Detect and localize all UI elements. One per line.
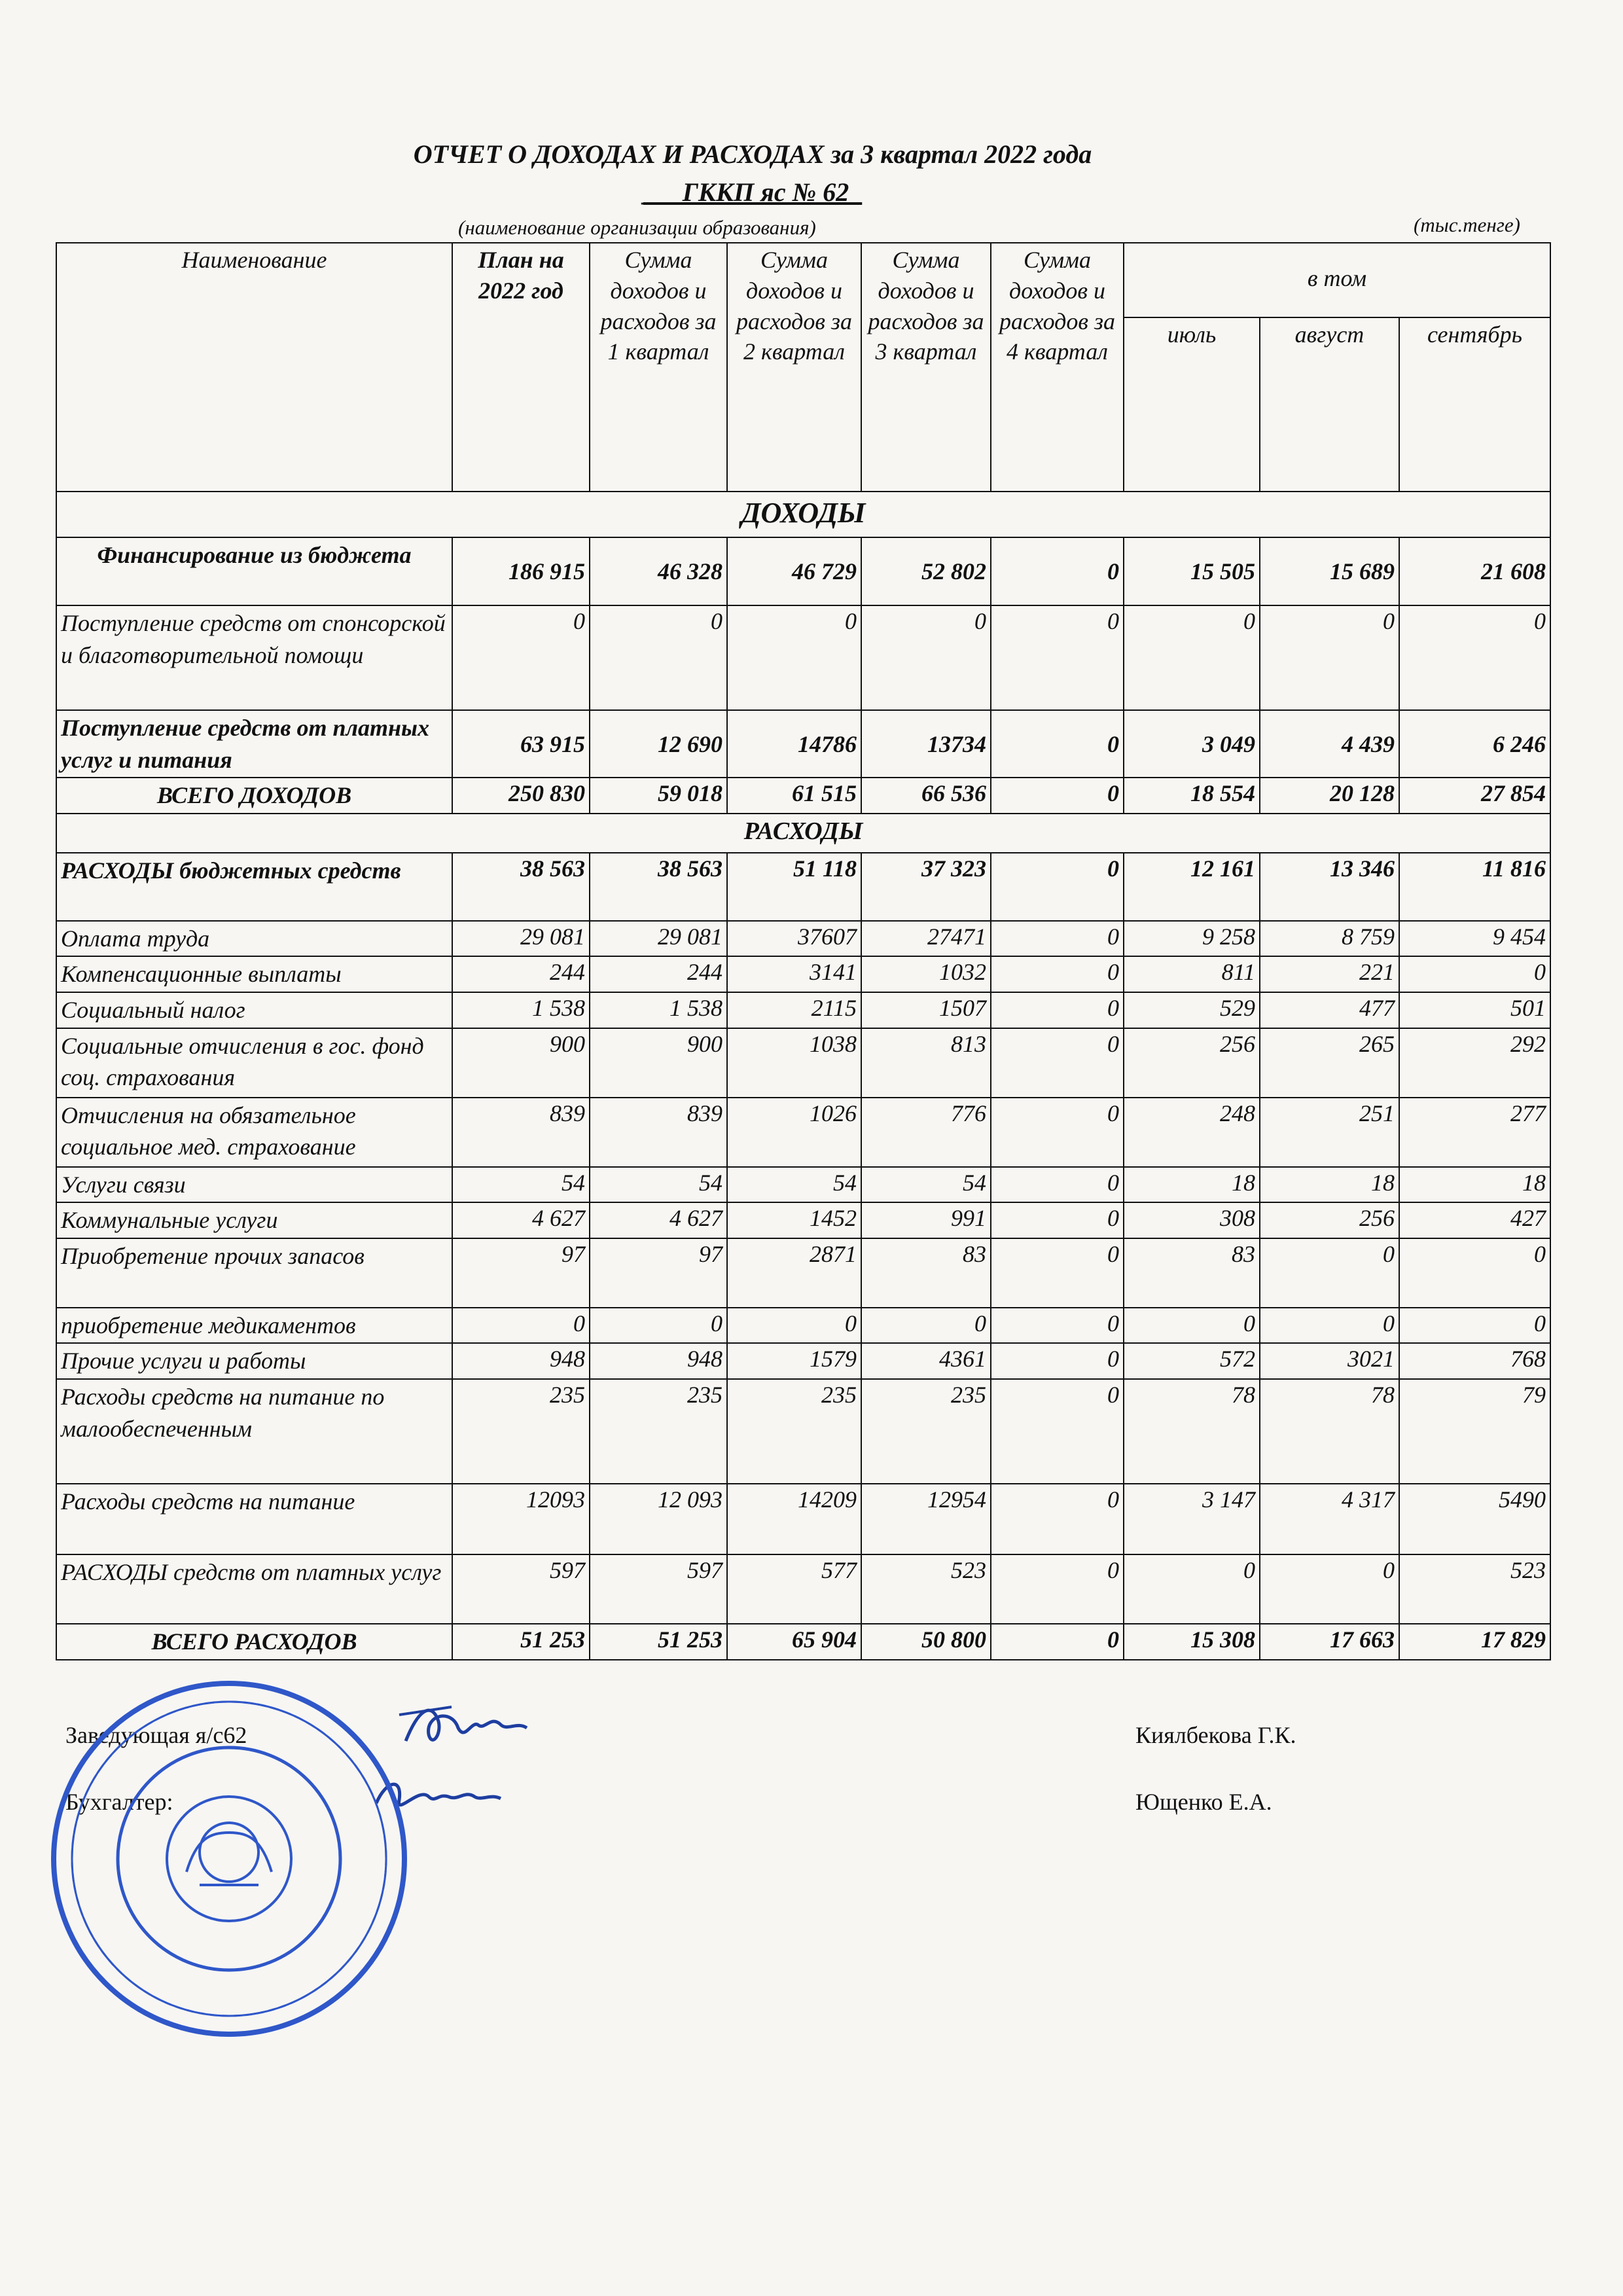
table-row — [56, 1202, 1550, 1238]
row-value: 0 — [991, 1098, 1124, 1167]
row-value: 250 830 — [452, 778, 590, 814]
row-value: 12093 — [452, 1484, 590, 1554]
row-value: 0 — [991, 1167, 1124, 1203]
row-name: Социальные отчисления в гос. фонд соц. страхования — [56, 1028, 452, 1098]
row-value: 63 915 — [452, 710, 590, 778]
row-value: 29 081 — [590, 921, 727, 957]
row-value: 50 800 — [861, 1624, 991, 1660]
table-row — [56, 921, 1550, 957]
row-value: 15 689 — [1260, 537, 1399, 605]
row-value: 0 — [1399, 605, 1550, 710]
row-value: 46 328 — [590, 537, 727, 605]
row-value: 54 — [727, 1167, 861, 1203]
organization-name: ___ГККП яс № 62_ — [643, 177, 863, 207]
row-value: 21 608 — [1399, 537, 1550, 605]
row-value: 900 — [590, 1028, 727, 1098]
row-value: 0 — [590, 605, 727, 710]
row-value: 0 — [861, 1308, 991, 1344]
row-value: 0 — [991, 1202, 1124, 1238]
header-including: в том — [1124, 243, 1550, 317]
table-row — [56, 1308, 1550, 1344]
table-row — [56, 778, 1550, 814]
row-value: 59 018 — [590, 778, 727, 814]
row-value: 78 — [1260, 1379, 1399, 1484]
row-name: Услуги связи — [56, 1167, 452, 1203]
header-q2: Сумма доходов и расходов за 2 квартал — [727, 243, 861, 492]
row-value: 20 128 — [1260, 778, 1399, 814]
official-stamp — [46, 1676, 412, 2042]
row-value: 577 — [727, 1554, 861, 1624]
row-value: 768 — [1399, 1343, 1550, 1379]
row-value: 1032 — [861, 956, 991, 992]
report-body — [56, 492, 1550, 1660]
row-value: 78 — [1124, 1379, 1260, 1484]
row-value: 54 — [590, 1167, 727, 1203]
section-expense: РАСХОДЫ — [56, 814, 1550, 853]
row-value: 292 — [1399, 1028, 1550, 1098]
row-name: Приобретение прочих запасов — [56, 1238, 452, 1308]
row-value: 13734 — [861, 710, 991, 778]
row-value: 265 — [1260, 1028, 1399, 1098]
row-value: 12 690 — [590, 710, 727, 778]
row-value: 3 049 — [1124, 710, 1260, 778]
table-row — [56, 1379, 1550, 1484]
header-q1: Сумма доходов и расходов за 1 квартал — [590, 243, 727, 492]
row-value: 1026 — [727, 1098, 861, 1167]
row-value: 51 253 — [590, 1624, 727, 1660]
row-value: 597 — [452, 1554, 590, 1624]
row-value: 0 — [991, 956, 1124, 992]
row-value: 1 538 — [590, 992, 727, 1028]
row-value: 0 — [991, 1308, 1124, 1344]
row-value: 813 — [861, 1028, 991, 1098]
row-name: Компенсационные выплаты — [56, 956, 452, 992]
row-value: 51 253 — [452, 1624, 590, 1660]
table-row — [56, 1098, 1550, 1167]
table-row — [56, 1028, 1550, 1098]
row-value: 14209 — [727, 1484, 861, 1554]
row-value: 1 538 — [452, 992, 590, 1028]
row-value: 0 — [991, 1624, 1124, 1660]
row-value: 1038 — [727, 1028, 861, 1098]
row-value: 4 317 — [1260, 1484, 1399, 1554]
row-value: 17 829 — [1399, 1624, 1550, 1660]
row-value: 52 802 — [861, 537, 991, 605]
table-row — [56, 710, 1550, 778]
header-august: август — [1260, 317, 1399, 492]
table-row — [56, 853, 1550, 921]
row-value: 597 — [590, 1554, 727, 1624]
row-name: приобретение медикаментов — [56, 1308, 452, 1344]
row-value: 948 — [590, 1343, 727, 1379]
organization-caption: (наименование организации образования) — [458, 216, 816, 239]
row-value: 0 — [452, 1308, 590, 1344]
row-value: 948 — [452, 1343, 590, 1379]
row-value: 15 308 — [1124, 1624, 1260, 1660]
row-value: 248 — [1124, 1098, 1260, 1167]
row-value: 13 346 — [1260, 853, 1399, 921]
row-value: 54 — [452, 1167, 590, 1203]
row-value: 776 — [861, 1098, 991, 1167]
row-value: 277 — [1399, 1098, 1550, 1167]
row-value: 83 — [1124, 1238, 1260, 1308]
row-value: 0 — [991, 1028, 1124, 1098]
head-label: Заведующая я/с62 — [65, 1722, 247, 1748]
row-value: 5490 — [1399, 1484, 1550, 1554]
row-value: 235 — [452, 1379, 590, 1484]
row-value: 0 — [1260, 605, 1399, 710]
row-value: 0 — [1399, 1238, 1550, 1308]
row-value: 12 093 — [590, 1484, 727, 1554]
row-value: 0 — [991, 853, 1124, 921]
row-value: 51 118 — [727, 853, 861, 921]
row-value: 0 — [1260, 1308, 1399, 1344]
row-value: 3141 — [727, 956, 861, 992]
row-value: 83 — [861, 1238, 991, 1308]
row-value: 991 — [861, 1202, 991, 1238]
row-value: 18 — [1260, 1167, 1399, 1203]
row-value: 523 — [1399, 1554, 1550, 1624]
row-name: Поступление средств от платных услуг и питания — [56, 710, 452, 778]
row-value: 38 563 — [452, 853, 590, 921]
row-value: 0 — [1124, 1554, 1260, 1624]
row-value: 65 904 — [727, 1624, 861, 1660]
row-value: 4 627 — [452, 1202, 590, 1238]
row-value: 46 729 — [727, 537, 861, 605]
row-value: 839 — [590, 1098, 727, 1167]
row-value: 9 454 — [1399, 921, 1550, 957]
header-september: сентябрь — [1399, 317, 1550, 492]
row-value: 256 — [1124, 1028, 1260, 1098]
accountant-label: Бухгалтер: — [65, 1789, 173, 1815]
row-name: РАСХОДЫ средств от платных услуг — [56, 1554, 452, 1624]
row-value: 37607 — [727, 921, 861, 957]
head-signature — [393, 1695, 550, 1761]
table-row — [56, 956, 1550, 992]
table-row — [56, 1343, 1550, 1379]
row-value: 0 — [991, 1484, 1124, 1554]
row-value: 244 — [452, 956, 590, 992]
row-value: 27471 — [861, 921, 991, 957]
row-value: 308 — [1124, 1202, 1260, 1238]
row-value: 0 — [1260, 1238, 1399, 1308]
row-value: 2115 — [727, 992, 861, 1028]
row-value: 0 — [1260, 1554, 1399, 1624]
row-name: ВСЕГО ДОХОДОВ — [56, 778, 452, 814]
row-value: 37 323 — [861, 853, 991, 921]
row-value: 66 536 — [861, 778, 991, 814]
table-row — [56, 537, 1550, 605]
row-value: 14786 — [727, 710, 861, 778]
row-value: 235 — [727, 1379, 861, 1484]
row-value: 0 — [991, 710, 1124, 778]
row-value: 12 161 — [1124, 853, 1260, 921]
header-q4: Сумма доходов и расходов за 4 квартал — [991, 243, 1124, 492]
row-name: Социальный налог — [56, 992, 452, 1028]
row-value: 251 — [1260, 1098, 1399, 1167]
report-table — [56, 242, 1551, 1660]
row-value: 529 — [1124, 992, 1260, 1028]
row-name: Коммунальные услуги — [56, 1202, 452, 1238]
row-value: 15 505 — [1124, 537, 1260, 605]
row-value: 3021 — [1260, 1343, 1399, 1379]
table-row — [56, 605, 1550, 710]
header-name: Наименование — [56, 243, 452, 492]
row-name: ВСЕГО РАСХОДОВ — [56, 1624, 452, 1660]
row-value: 6 246 — [1399, 710, 1550, 778]
row-value: 17 663 — [1260, 1624, 1399, 1660]
row-value: 0 — [1124, 1308, 1260, 1344]
row-value: 1452 — [727, 1202, 861, 1238]
row-value: 256 — [1260, 1202, 1399, 1238]
row-value: 572 — [1124, 1343, 1260, 1379]
row-value: 477 — [1260, 992, 1399, 1028]
row-name: Расходы средств на питание — [56, 1484, 452, 1554]
row-value: 811 — [1124, 956, 1260, 992]
row-name: РАСХОДЫ бюджетных средств — [56, 853, 452, 921]
row-name: Расходы средств на питание по малообеспеченным — [56, 1379, 452, 1484]
row-name: Финансирование из бюджета — [56, 537, 452, 605]
row-value: 0 — [1399, 1308, 1550, 1344]
row-value: 0 — [991, 1554, 1124, 1624]
accountant-name: Ющенко Е.А. — [1135, 1789, 1272, 1815]
row-name: Прочие услуги и работы — [56, 1343, 452, 1379]
row-value: 0 — [991, 537, 1124, 605]
table-row — [56, 1624, 1550, 1660]
table-row — [56, 1484, 1550, 1554]
row-value: 29 081 — [452, 921, 590, 957]
row-value: 18 — [1399, 1167, 1550, 1203]
row-value: 27 854 — [1399, 778, 1550, 814]
row-name: Оплата труда — [56, 921, 452, 957]
row-value: 501 — [1399, 992, 1550, 1028]
row-value: 0 — [991, 778, 1124, 814]
row-value: 0 — [727, 1308, 861, 1344]
row-value: 1507 — [861, 992, 991, 1028]
row-name: Поступление средств от спонсорской и благотворительной помощи — [56, 605, 452, 710]
row-value: 38 563 — [590, 853, 727, 921]
row-value: 8 759 — [1260, 921, 1399, 957]
table-row — [56, 992, 1550, 1028]
row-value: 18 — [1124, 1167, 1260, 1203]
row-value: 97 — [590, 1238, 727, 1308]
header-q3: Сумма доходов и расходов за 3 квартал — [861, 243, 991, 492]
row-value: 523 — [861, 1554, 991, 1624]
row-value: 18 554 — [1124, 778, 1260, 814]
row-value: 0 — [991, 1379, 1124, 1484]
row-value: 235 — [861, 1379, 991, 1484]
row-value: 54 — [861, 1167, 991, 1203]
row-value: 0 — [727, 605, 861, 710]
table-row — [56, 1238, 1550, 1308]
row-value: 4361 — [861, 1343, 991, 1379]
row-value: 0 — [991, 992, 1124, 1028]
report-title: ОТЧЕТ О ДОХОДАХ И РАСХОДАХ за 3 квартал 2022 года — [413, 139, 1092, 169]
header-plan: План на 2022 год — [452, 243, 590, 492]
table-row — [56, 1554, 1550, 1624]
row-value: 9 258 — [1124, 921, 1260, 957]
row-value: 221 — [1260, 956, 1399, 992]
row-value: 1579 — [727, 1343, 861, 1379]
row-value: 2871 — [727, 1238, 861, 1308]
row-value: 0 — [1399, 956, 1550, 992]
row-name: Отчисления на обязательное социальное мед. страхование — [56, 1098, 452, 1167]
header-july: июль — [1124, 317, 1260, 492]
section-income: ДОХОДЫ — [56, 492, 1550, 537]
head-name: Киялбекова Г.К. — [1135, 1722, 1296, 1748]
row-value: 0 — [861, 605, 991, 710]
row-value: 186 915 — [452, 537, 590, 605]
row-value: 4 439 — [1260, 710, 1399, 778]
units-label: (тыс.тенге) — [1414, 213, 1520, 236]
row-value: 3 147 — [1124, 1484, 1260, 1554]
row-value: 4 627 — [590, 1202, 727, 1238]
row-value: 427 — [1399, 1202, 1550, 1238]
row-value: 244 — [590, 956, 727, 992]
row-value: 0 — [590, 1308, 727, 1344]
row-value: 0 — [452, 605, 590, 710]
row-value: 0 — [1124, 605, 1260, 710]
row-value: 12954 — [861, 1484, 991, 1554]
row-value: 900 — [452, 1028, 590, 1098]
row-value: 0 — [991, 1343, 1124, 1379]
row-value: 0 — [991, 921, 1124, 957]
row-value: 0 — [991, 605, 1124, 710]
row-value: 235 — [590, 1379, 727, 1484]
row-value: 0 — [991, 1238, 1124, 1308]
table-row — [56, 1167, 1550, 1203]
row-value: 11 816 — [1399, 853, 1550, 921]
row-value: 79 — [1399, 1379, 1550, 1484]
row-value: 839 — [452, 1098, 590, 1167]
row-value: 97 — [452, 1238, 590, 1308]
row-value: 61 515 — [727, 778, 861, 814]
